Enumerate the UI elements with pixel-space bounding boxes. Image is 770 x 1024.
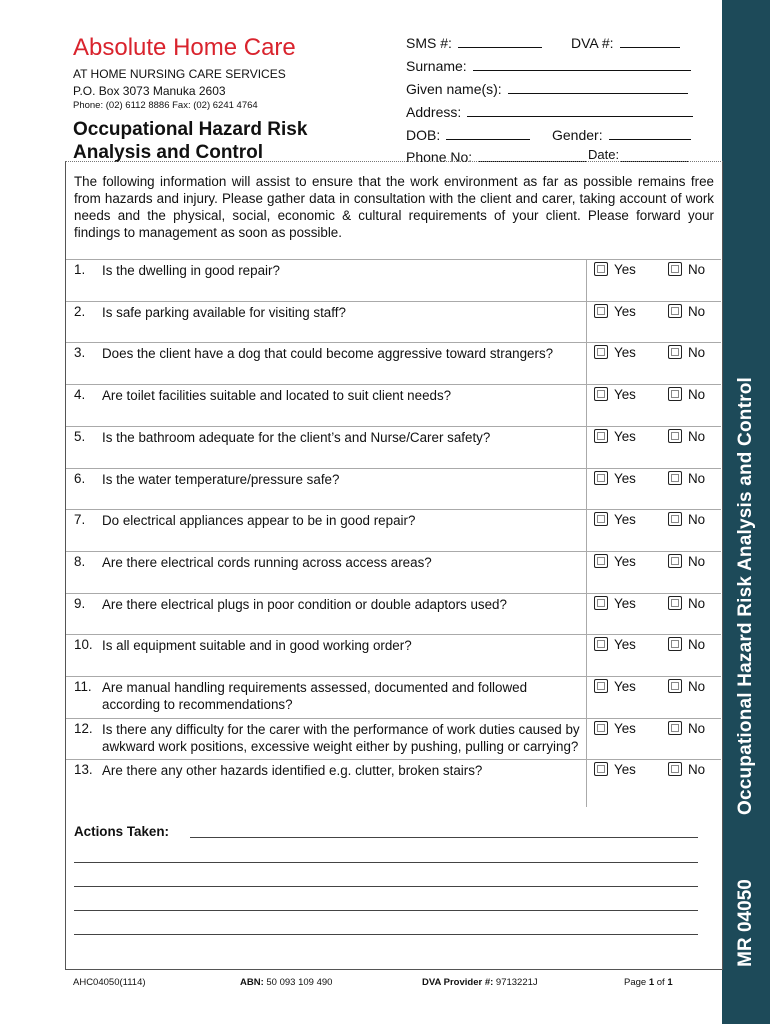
option-label: Yes — [614, 595, 636, 611]
question-number: 12. — [74, 720, 93, 736]
dva-provider-label: DVA Provider #: — [422, 977, 494, 988]
checkbox-icon[interactable] — [668, 387, 682, 401]
document-title — [73, 118, 307, 164]
phone-label: Phone No: — [406, 149, 473, 165]
question-text: Are there any other hazards identified e.g. clutter, broken stairs? — [102, 763, 483, 779]
actions-taken-label: Actions Taken: — [74, 824, 169, 839]
surname-field[interactable] — [406, 58, 691, 74]
option-label: Yes — [614, 387, 636, 403]
no-checkbox[interactable] — [668, 596, 705, 611]
question-text: Is the water temperature/pressure safe? — [102, 471, 340, 487]
intro-paragraph: The following information will assist to ensure that the work environment as far as possible remains free from hazards and injury. Please gather data in consultation with the client and carer, taking account of work needs and the physical, social, economic & cultural requirements of your client. Please forward your findings to management as soon as possible. — [74, 174, 714, 240]
question-number: 4. — [74, 387, 86, 403]
dva-label: DVA #: — [571, 35, 614, 51]
footer-form-code: AHC04050(1114) — [73, 977, 146, 988]
question-number: 13. — [74, 762, 93, 778]
dob-label: DOB: — [406, 127, 441, 143]
question-text: Are manual handling requirements assessed, documented and followed according to recommendations? — [102, 680, 528, 712]
no-checkbox[interactable] — [668, 262, 705, 277]
yes-checkbox[interactable] — [594, 387, 636, 402]
row-separator — [66, 509, 721, 510]
actions-line[interactable] — [190, 837, 698, 838]
checkbox-icon[interactable] — [594, 679, 608, 693]
page-of-label: of — [656, 977, 665, 988]
question-number: 9. — [74, 595, 86, 611]
option-label: No — [688, 387, 706, 403]
checkbox-icon[interactable] — [594, 262, 608, 276]
row-separator — [66, 301, 721, 302]
checkbox-icon[interactable] — [594, 387, 608, 401]
page-total: 1 — [667, 977, 673, 988]
actions-line[interactable] — [74, 886, 698, 887]
option-label: No — [688, 470, 706, 486]
address-label: Address: — [406, 104, 462, 120]
actions-line[interactable] — [74, 910, 698, 911]
question-text: Is the bathroom adequate for the client’s and Nurse/Carer safety? — [102, 429, 491, 445]
option-label: No — [688, 262, 706, 277]
question-number: 2. — [74, 303, 86, 319]
yes-checkbox[interactable] — [594, 554, 636, 569]
no-checkbox[interactable] — [668, 471, 705, 486]
row-separator — [66, 342, 721, 343]
no-checkbox[interactable] — [668, 512, 705, 527]
question-text: Does the client have a dog that could become aggressive toward strangers? — [102, 346, 554, 362]
gender-label: Gender: — [552, 127, 603, 143]
yes-checkbox[interactable] — [594, 762, 636, 777]
form-code-vertical: MR 04050 — [735, 879, 756, 967]
question-number: 10. — [74, 637, 93, 653]
option-label: No — [688, 303, 706, 319]
row-separator — [66, 468, 721, 469]
question-text: Are there electrical plugs in poor condition or double adaptors used? — [102, 596, 507, 612]
checkbox-icon[interactable] — [594, 554, 608, 568]
no-checkbox[interactable] — [668, 345, 705, 360]
no-checkbox[interactable] — [668, 387, 705, 402]
checkbox-icon[interactable] — [594, 596, 608, 610]
option-label: No — [688, 553, 706, 569]
option-label: Yes — [614, 470, 636, 486]
checkbox-icon[interactable] — [668, 554, 682, 568]
yes-checkbox[interactable] — [594, 471, 636, 486]
yes-checkbox[interactable] — [594, 721, 636, 736]
sms-field[interactable] — [406, 35, 542, 51]
option-label: No — [688, 762, 706, 778]
answer-column-divider — [586, 259, 587, 807]
row-separator — [66, 426, 721, 427]
question-number: 5. — [74, 428, 86, 444]
question-text: Do electrical appliances appear to be in good repair? — [102, 513, 416, 529]
row-separator — [66, 551, 721, 552]
checkbox-icon[interactable] — [594, 762, 608, 776]
question-number: 7. — [74, 512, 86, 528]
surname-label: Surname: — [406, 58, 467, 74]
page-label: Page — [624, 977, 647, 988]
no-checkbox[interactable] — [668, 721, 705, 736]
checkbox-icon[interactable] — [594, 637, 608, 651]
no-checkbox[interactable] — [668, 637, 705, 652]
actions-line[interactable] — [74, 862, 698, 863]
brand-name: Absolute Home Care — [73, 34, 296, 61]
checkbox-icon[interactable] — [668, 262, 682, 276]
yes-checkbox[interactable] — [594, 429, 636, 444]
row-separator — [66, 593, 721, 594]
sidebar-title: Occupational Hazard Risk Analysis and Control — [735, 376, 756, 816]
address-field[interactable] — [406, 104, 693, 120]
row-separator — [66, 384, 721, 385]
row-separator — [66, 759, 721, 760]
row-separator — [66, 634, 721, 635]
footer-page — [624, 977, 673, 988]
no-checkbox[interactable] — [668, 429, 705, 444]
checkbox-icon[interactable] — [668, 637, 682, 651]
actions-line[interactable] — [74, 934, 698, 935]
checkbox-icon[interactable] — [594, 304, 608, 318]
checkbox-icon[interactable] — [668, 721, 682, 735]
question-number: 11. — [74, 679, 92, 694]
option-label: No — [688, 637, 706, 653]
date-label[interactable]: Date: — [588, 147, 620, 162]
checkbox-icon[interactable] — [668, 429, 682, 443]
yes-checkbox[interactable] — [594, 512, 636, 527]
option-label: No — [688, 428, 706, 444]
question-text: Is all equipment suitable and in good working order? — [102, 638, 412, 654]
checkbox-icon[interactable] — [594, 721, 608, 735]
brand-subtitle: AT HOME NURSING CARE SERVICES — [73, 67, 286, 81]
checkbox-icon[interactable] — [594, 429, 608, 443]
option-label: Yes — [614, 720, 636, 736]
no-checkbox[interactable] — [668, 762, 705, 777]
option-label: No — [688, 345, 706, 361]
abn-value: 50 093 109 490 — [266, 977, 333, 988]
yes-checkbox[interactable] — [594, 262, 636, 277]
checkbox-icon[interactable] — [594, 471, 608, 485]
option-label: Yes — [614, 637, 636, 653]
gender-field[interactable] — [552, 127, 691, 143]
option-label: Yes — [614, 428, 636, 444]
option-label: No — [688, 512, 706, 528]
option-label: Yes — [614, 762, 636, 778]
abn-label: ABN: — [240, 977, 264, 988]
option-label: Yes — [614, 345, 636, 361]
footer-abn — [240, 977, 332, 988]
checkbox-icon[interactable] — [668, 679, 682, 693]
question-text: Are toilet facilities suitable and located to suit client needs? — [102, 388, 452, 404]
no-checkbox[interactable] — [668, 554, 705, 569]
yes-checkbox[interactable] — [594, 637, 636, 652]
question-text: Are there electrical cords running across access areas? — [102, 554, 432, 570]
checkbox-icon[interactable] — [668, 596, 682, 610]
option-label: No — [688, 679, 706, 694]
option-label: Yes — [614, 679, 636, 694]
row-separator — [66, 718, 721, 719]
question-number: 3. — [74, 345, 86, 361]
document-title-line1: Occupational Hazard Risk — [73, 119, 308, 140]
no-checkbox[interactable] — [668, 679, 705, 694]
row-separator — [66, 259, 721, 260]
question-number: 8. — [74, 553, 86, 569]
dva-provider-value: 9713221J — [495, 977, 538, 988]
checkbox-icon[interactable] — [668, 471, 682, 485]
question-number: 1. — [74, 262, 86, 277]
question-number: 6. — [74, 470, 86, 486]
option-label: No — [688, 720, 706, 736]
no-checkbox[interactable] — [668, 304, 705, 319]
option-label: Yes — [614, 303, 636, 319]
yes-checkbox[interactable] — [594, 304, 636, 319]
checkbox-icon[interactable] — [668, 304, 682, 318]
page-number: 1 — [648, 977, 655, 988]
yes-checkbox[interactable] — [594, 345, 636, 360]
given-name-field[interactable] — [406, 81, 688, 97]
question-text: Is safe parking available for visiting staff? — [102, 304, 346, 320]
yes-checkbox[interactable] — [594, 679, 636, 694]
checkbox-icon[interactable] — [594, 512, 608, 526]
checkbox-icon[interactable] — [668, 512, 682, 526]
option-label: Yes — [614, 553, 636, 569]
dva-field[interactable] — [571, 35, 680, 51]
option-label: No — [688, 595, 706, 611]
checkbox-icon[interactable] — [594, 345, 608, 359]
checkbox-icon[interactable] — [668, 762, 682, 776]
question-text: Is there any difficulty for the carer with the performance of work duties caused by awkward work positions, excessive weight either by pushing, pulling or carrying? — [102, 721, 580, 754]
option-label: Yes — [614, 512, 636, 528]
question-text: Is the dwelling in good repair? — [102, 263, 280, 278]
given-name-label: Given name(s): — [406, 81, 502, 97]
dob-field[interactable] — [406, 127, 530, 143]
row-separator — [66, 676, 721, 677]
footer-dva-provider — [422, 977, 538, 988]
brand-contact: Phone: (02) 6112 8886 Fax: (02) 6241 4764 — [73, 100, 258, 111]
sms-label: SMS #: — [406, 35, 452, 51]
checkbox-icon[interactable] — [668, 345, 682, 359]
option-label: Yes — [614, 262, 636, 277]
brand-address: P.O. Box 3073 Manuka 2603 — [73, 84, 226, 98]
document-title-line2: Analysis and Control — [73, 142, 264, 163]
yes-checkbox[interactable] — [594, 596, 636, 611]
